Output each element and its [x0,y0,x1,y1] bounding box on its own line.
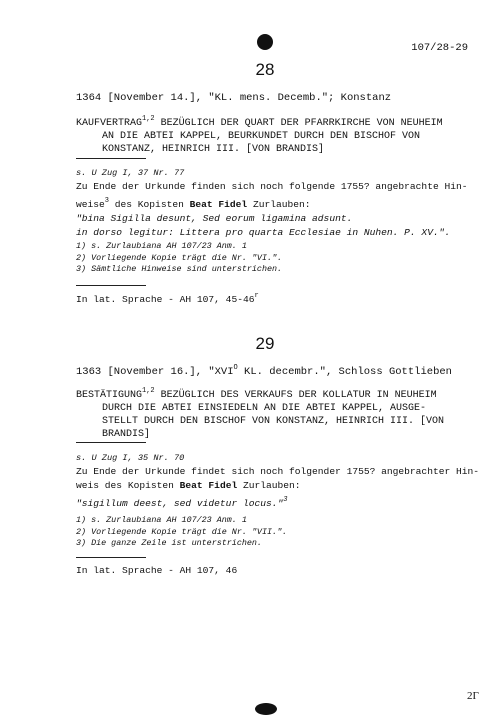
note-text [76,180,468,240]
document-title [76,113,443,156]
separator-rule [76,285,146,286]
language-text: In lat. Sprache - AH 107, 45-46 [76,294,255,305]
title-rest: BEZÜGLICH DER QUART DER PFARRKIRCHE VON NEUHEIM [154,118,443,129]
title-line: KONSTANZ, HEINRICH III. [VON BRANDIS] [102,144,325,155]
note-fragment: des Kopisten [109,199,190,210]
note-fragment: Zurlauben: [247,199,311,210]
title-line: DURCH DIE ABTEI EINSIEDELN AN DIE ABTEI KAPPEL, AUSGE- [102,403,427,414]
superscript: r [254,292,259,300]
title-line: STELLT DURCH DEN BISCHOF VON KONSTANZ, HEINRICH III. [VON [102,416,445,427]
quote-line: "sigillum deest, sed videtur locus." [76,498,284,509]
document-number: 28 [255,60,275,79]
superscript: O [233,364,238,372]
punch-hole-mark [257,34,273,50]
separator-rule [76,158,146,159]
footnote: 1) s. Zurlaubiana AH 107/23 Anm. 1 [76,515,247,525]
header-fragment: 1363 [November 16.], "XVI [76,366,234,378]
quote-line: in dorso legitur: Littera pro quarta Ecclesiae in Nuhen. P. XV.". [76,227,451,238]
footnote: 3) Sämtliche Hinweise sind unterstrichen. [76,264,283,274]
footnote-ref: 3 [104,197,109,205]
copyist-name: Beat Fidel [179,480,238,491]
note-fragment: weise [76,199,105,210]
source-reference: s. U Zug I, 35 Nr. 70 [76,453,185,463]
title-word: KAUFVERTRAG [76,118,143,129]
footnote-ref: 1,2 [142,387,155,395]
quote-line: "bina Sigilla desunt, Sed eorum ligamina adsunt. [76,213,353,224]
header-fragment: KL. decembr.", Schloss Gottlieben [237,366,452,378]
document-header [76,364,452,378]
footnote-list [76,241,282,276]
title-line: BRANDIS] [102,429,151,440]
note-line: Zu Ende der Urkunde finden sich noch folgende 1755? angebrachte Hin- [76,181,468,192]
document-header: 1364 [November 14.], "KL. mens. Decemb."; Konstanz [76,92,392,104]
source-reference: s. U Zug I, 37 Nr. 77 [76,168,185,178]
footnote: 2) Vorliegende Kopie trägt die Nr. "VII.". [76,526,288,537]
note-fragment: weis des Kopisten [76,480,180,491]
title-word: BESTÄTIGUNG [76,390,143,401]
footnote-list [76,515,287,550]
footnote-ref: 3 [283,496,288,504]
punch-hole-mark [255,703,277,715]
footnote: 2) Vorliegende Kopie trägt die Nr. "VI.". [76,252,283,263]
footnote: 1) s. Zurlaubiana AH 107/23 Anm. 1 [76,241,247,251]
title-line: AN DIE ABTEI KAPPEL, BEURKUNDET DURCH DEN BISCHOF VON [102,131,421,142]
copyist-name: Beat Fidel [189,199,248,210]
handwritten-page-mark: 2Γ [467,690,479,702]
note-text [76,465,479,511]
note-fragment: Zurlauben: [237,480,301,491]
title-rest: BEZÜGLICH DES VERKAUFS DER KOLLATUR IN NEUHEIM [154,390,437,401]
note-line: Zu Ende der Urkunde findet sich noch folgender 1755? angebrachter Hin- [76,466,480,477]
footnote-ref: 1,2 [142,115,155,123]
separator-rule [76,442,146,443]
reference-number: 107/28-29 [411,42,468,54]
separator-rule [76,557,146,558]
document-title [76,385,444,441]
document-number: 29 [255,334,275,353]
language-note [76,292,259,305]
language-note: In lat. Sprache - AH 107, 46 [76,565,238,576]
footnote: 3) Die ganze Zeile ist unterstrichen. [76,538,262,548]
